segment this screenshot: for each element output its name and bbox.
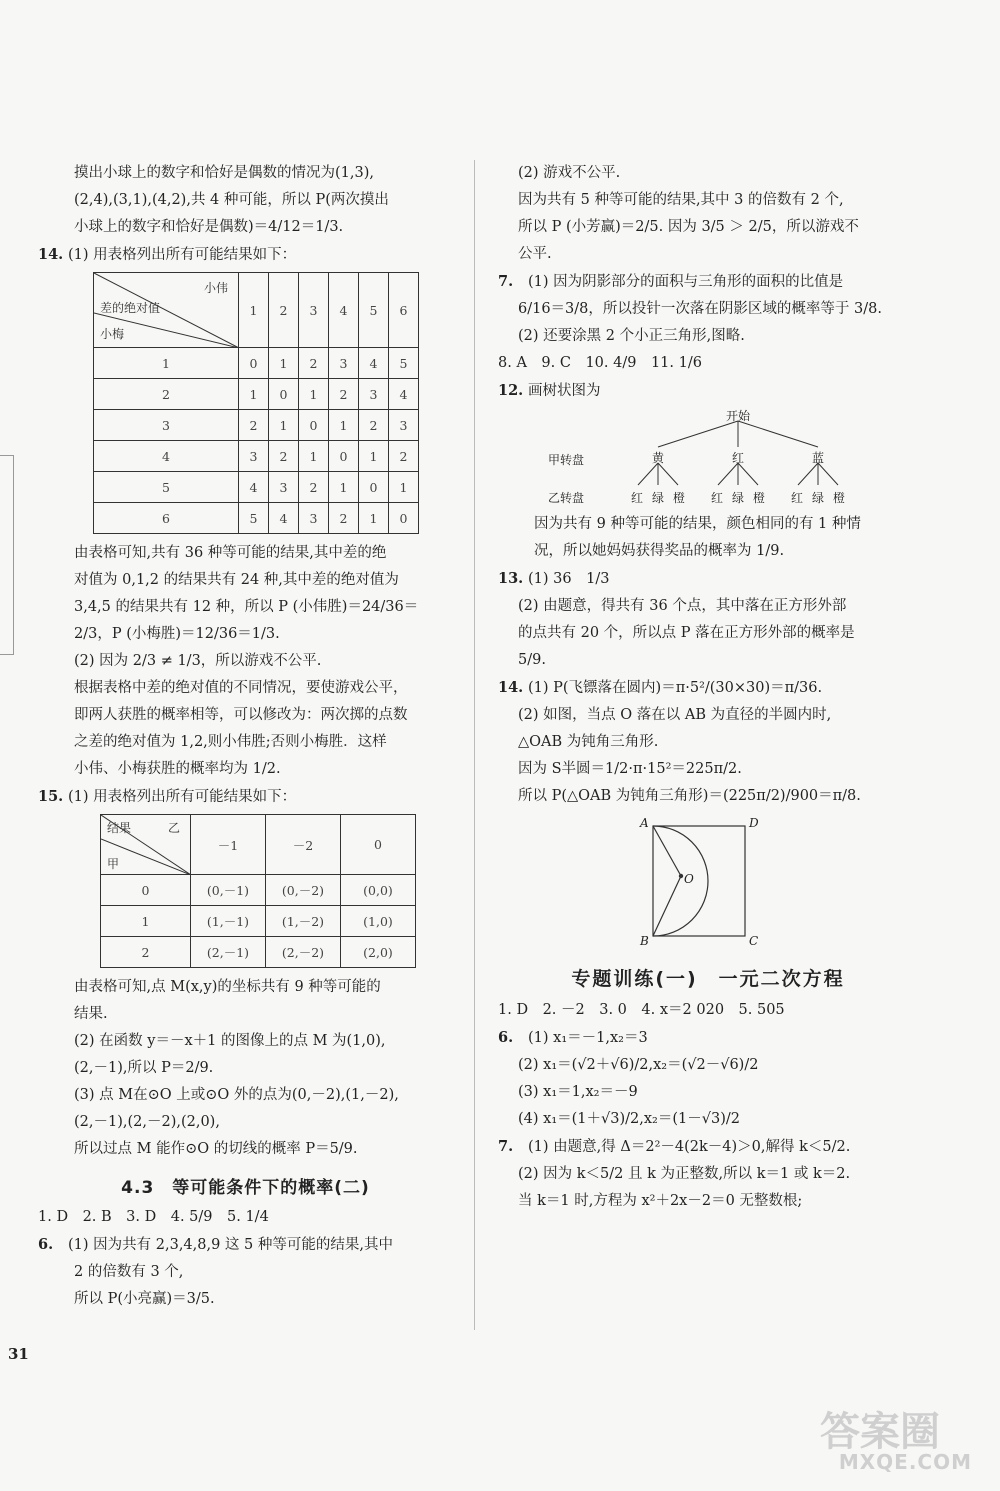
text-line: 公平. [518,246,552,262]
cell: 1 [359,503,389,534]
cell: 0 [389,503,419,534]
question-text: (1) P(飞镖落在圆内)＝π·5²/(30×30)＝π/36. [528,680,823,696]
tree-leaf: 绿 [812,491,825,505]
cell: 1 [359,441,389,472]
text-line: (2) 还要涂黑 2 个小正三角形,图略. [518,328,745,344]
cell: 3 [269,472,299,503]
cell: 4 [269,503,299,534]
question-number: 13. [498,570,524,587]
text-line: 所以过点 M 能作⊙O 的切线的概率 P＝5/9. [74,1141,358,1157]
header-side: 小梅 [100,327,125,341]
text-line: 由表格可知,共有 36 种等可能的结果,其中差的绝 [74,545,387,561]
question-text: (1) x₁＝－1,x₂＝3 [528,1030,648,1046]
section-title-zhuanti: 专题训练(一) 一元二次方程 [571,968,845,990]
col-header: －2 [266,815,341,875]
question-13 [498,565,918,593]
text-line: 结果. [74,1006,108,1022]
text-line: (2) 由题意，得共有 36 个点，其中落在正方形外部 [518,598,847,614]
answer-line: 1. D 2. －2 3. 0 4. x＝2 020 5. 505 [498,1002,785,1018]
cell: 4 [359,348,389,379]
text-line: 对值为 0,1,2 的结果共有 24 种,其中差的绝对值为 [74,572,399,588]
cell: 0 [329,441,359,472]
table-row [94,472,419,503]
point-label: C [749,934,759,948]
text-line: 因为共有 9 种等可能的结果，颜色相同的有 1 种情 [534,516,861,532]
cell: 4 [389,379,419,410]
text-line: 即两人获胜的概率相等，可以修改为：两次掷的点数 [74,707,408,723]
text-line: 因为 S半圆＝1/2·π·15²＝225π/2. [518,761,742,777]
table-row [101,875,416,906]
row-header: 3 [94,410,239,441]
cell: 1 [329,472,359,503]
tree-level-label: 乙转盘 [548,491,585,505]
text-line: (2) 在函数 y＝－x＋1 的图像上的点 M 为(1,0), [74,1033,386,1049]
point-label: O [684,872,694,886]
col-header: 3 [299,273,329,348]
cell: (2,－2) [266,937,341,968]
header-side: 甲 [107,857,120,871]
row-header: 5 [94,472,239,503]
cell: (0,－2) [266,875,341,906]
table-header-diagonal [101,815,191,875]
cell: (1,－1) [191,906,266,937]
cell: 1 [239,379,269,410]
row-header: 4 [94,441,239,472]
cell: 3 [389,410,419,441]
tree-leaf: 绿 [732,491,745,505]
text-line: 之差的绝对值为 1,2,则小伟胜;否则小梅胜．这样 [74,734,387,750]
text-line: (2,－1),(2,－2),(2,0), [74,1114,220,1130]
col-header: 0 [341,815,416,875]
cell: (1,－2) [266,906,341,937]
text-line: 况，所以她妈妈获得奖品的概率为 1/9. [534,543,785,559]
cell: 1 [299,379,329,410]
question-12 [498,377,918,405]
text-line: △OAB 为钝角三角形. [518,734,659,750]
watermark-logo: 答案圈 [820,1409,940,1455]
cell: 2 [359,410,389,441]
cell: 1 [269,410,299,441]
table-row [101,937,416,968]
point-label: A [640,816,649,830]
text-line: 2/3，P (小梅胜)＝12/36＝1/3. [74,626,280,642]
cell: 1 [329,410,359,441]
cell: 1 [389,472,419,503]
tree-leaf: 橙 [753,491,766,505]
row-header: 1 [94,348,239,379]
table-row [94,379,419,410]
text-line: 所以 P(△OAB 为钝角三角形)＝(225π/2)/900＝π/8. [518,788,861,804]
text-line: 的点共有 20 个，所以点 P 落在正方形外部的概率是 [518,625,855,641]
cell: 5 [239,503,269,534]
tree-level-label: 甲转盘 [548,453,585,467]
cell: (1,0) [341,906,416,937]
text-line: (2) 如图，当点 O 落在以 AB 为直径的半圆内时, [518,707,832,723]
text-line: (2) 因为 2/3 ≠ 1/3，所以游戏不公平. [74,653,322,669]
table-row [101,906,416,937]
cell: 2 [329,503,359,534]
question-14 [38,241,453,269]
text-line: 5/9. [518,652,546,668]
col-header: 6 [389,273,419,348]
cell: (0,－1) [191,875,266,906]
cell: 2 [239,410,269,441]
page-edge-tab [0,455,14,655]
col-header: 2 [269,273,299,348]
question-text: (1) 因为共有 2,3,4,8,9 这 5 种等可能的结果,其中 [68,1237,393,1253]
tree-leaf: 红 [791,491,804,505]
text-line: (2) 因为 k＜5/2 且 k 为正整数,所以 k＝1 或 k＝2. [518,1166,851,1182]
question-6-zt [498,1024,918,1052]
question-number: 7. [498,1138,514,1155]
header-top: 乙 [167,821,180,835]
tree-leaf: 橙 [833,491,846,505]
table-row [94,348,419,379]
cell: 1 [299,441,329,472]
question-number: 14. [498,679,524,696]
tree-node: 蓝 [812,451,825,465]
text-line: 小伟、小梅获胜的概率均为 1/2. [74,761,281,777]
text-line: 摸出小球上的数字和恰好是偶数的情况为(1,3), [74,165,374,181]
header-mid: 结果 [107,821,132,835]
question-number: 7. [498,273,514,290]
question-number: 6. [498,1029,514,1046]
question-6 [38,1231,453,1259]
text-line: 2 的倍数有 3 个, [74,1264,184,1280]
question-15 [38,783,453,811]
question-text: (1) 用表格列出所有可能结果如下： [68,247,297,263]
text-line: (4) x₁＝(1＋√3)/2,x₂＝(1－√3)/2 [518,1111,740,1127]
answer-line: 1. D 2. B 3. D 4. 5/9 5. 1/4 [38,1209,269,1225]
row-header: 2 [94,379,239,410]
text-line: 所以 P (小芳赢)＝2/5. 因为 3/5 ＞ 2/5，所以游戏不 [518,219,859,235]
right-column [498,160,918,1215]
col-header: 4 [329,273,359,348]
cell: 2 [329,379,359,410]
cell: (0,0) [341,875,416,906]
cell: 1 [269,348,299,379]
table-14 [93,272,419,534]
text-line: (2) x₁＝(√2＋√6)/2,x₂＝(√2－√6)/2 [518,1057,759,1073]
table-row [94,441,419,472]
question-number: 6. [38,1236,54,1253]
cell: 2 [299,472,329,503]
question-text: (1) 用表格列出所有可能结果如下： [68,789,297,805]
col-header: 5 [359,273,389,348]
cell: 0 [299,410,329,441]
cell: 0 [239,348,269,379]
header-mid: 差的绝对值 [100,301,161,315]
tree-node: 黄 [652,451,665,465]
cell: (2,－1) [191,937,266,968]
question-7-zt [498,1133,918,1161]
tree-leaf: 红 [711,491,724,505]
page-number: 31 [8,1345,29,1363]
text-line: 所以 P(小亮赢)＝3/5. [74,1291,215,1307]
question-number: 14. [38,246,64,263]
cell: (2,0) [341,937,416,968]
cell: 5 [389,348,419,379]
cell: 4 [239,472,269,503]
table-row [94,503,419,534]
header-top: 小伟 [203,281,228,295]
cell: 3 [299,503,329,534]
table-header-diagonal [94,273,239,348]
question-number: 12. [498,382,524,399]
text-line: 3,4,5 的结果共有 12 种，所以 P (小伟胜)＝24/36＝ [74,599,419,615]
row-header: 2 [101,937,191,968]
cell: 3 [329,348,359,379]
geometry-figure [498,814,918,954]
text-line: 根据表格中差的绝对值的不同情况，要使游戏公平， [74,680,408,696]
text-line: (3) x₁＝1,x₂＝－9 [518,1084,638,1100]
row-header: 1 [101,906,191,937]
text-line: 小球上的数字和恰好是偶数)＝4/12＝1/3. [74,219,344,235]
cell: 2 [389,441,419,472]
col-header: －1 [191,815,266,875]
tree-leaf: 绿 [652,491,665,505]
text-line: (2) 游戏不公平. [518,165,621,181]
watermark-url: MXQE.COM [838,1450,972,1474]
text-line: 6/16＝3/8，所以投针一次落在阴影区域的概率等于 3/8. [518,301,882,317]
tree-leaf: 红 [631,491,644,505]
col-header: 1 [239,273,269,348]
text-line: 因为共有 5 种等可能的结果,其中 3 的倍数有 2 个, [518,192,844,208]
row-header: 0 [101,875,191,906]
table-15 [100,814,416,968]
question-14-right [498,674,918,702]
question-text: (1) 36 1/3 [528,571,610,587]
tree-root: 开始 [726,409,751,423]
text-line: (3) 点 M在⊙O 上或⊙O 外的点为(0,－2),(1,－2), [74,1087,399,1103]
tree-leaf: 橙 [673,491,686,505]
point-label: D [749,816,759,830]
question-text: (1) 因为阴影部分的面积与三角形的面积的比值是 [528,274,844,290]
cell: 2 [299,348,329,379]
point-label: B [640,934,649,948]
tree-node: 红 [732,451,745,465]
text-line: 由表格可知,点 M(x,y)的坐标共有 9 种等可能的 [74,979,381,995]
question-text: (1) 由题意,得 Δ＝2²－4(2k－4)＞0,解得 k＜5/2. [528,1139,851,1155]
text-line: (2,4),(3,1),(4,2),共 4 种可能，所以 P(两次摸出 [74,192,389,208]
section-title-4-3: 4.3 等可能条件下的概率(二) [121,1178,370,1198]
answer-line: 8. A 9. C 10. 4/9 11. 1/6 [498,355,702,371]
left-column [38,160,453,1313]
text-line: (2,－1),所以 P＝2/9. [74,1060,214,1076]
question-number: 15. [38,788,64,805]
tree-diagram [498,407,918,507]
row-header: 6 [94,503,239,534]
table-row [94,410,419,441]
cell: 2 [269,441,299,472]
cell: 0 [359,472,389,503]
question-7 [498,268,918,296]
question-text: 画树状图为 [528,383,601,399]
text-line: 当 k＝1 时,方程为 x²＋2x－2＝0 无整数根; [518,1193,803,1209]
cell: 0 [269,379,299,410]
cell: 3 [239,441,269,472]
square-semicircle-figure [498,814,918,954]
column-divider [474,160,475,1330]
cell: 3 [359,379,389,410]
